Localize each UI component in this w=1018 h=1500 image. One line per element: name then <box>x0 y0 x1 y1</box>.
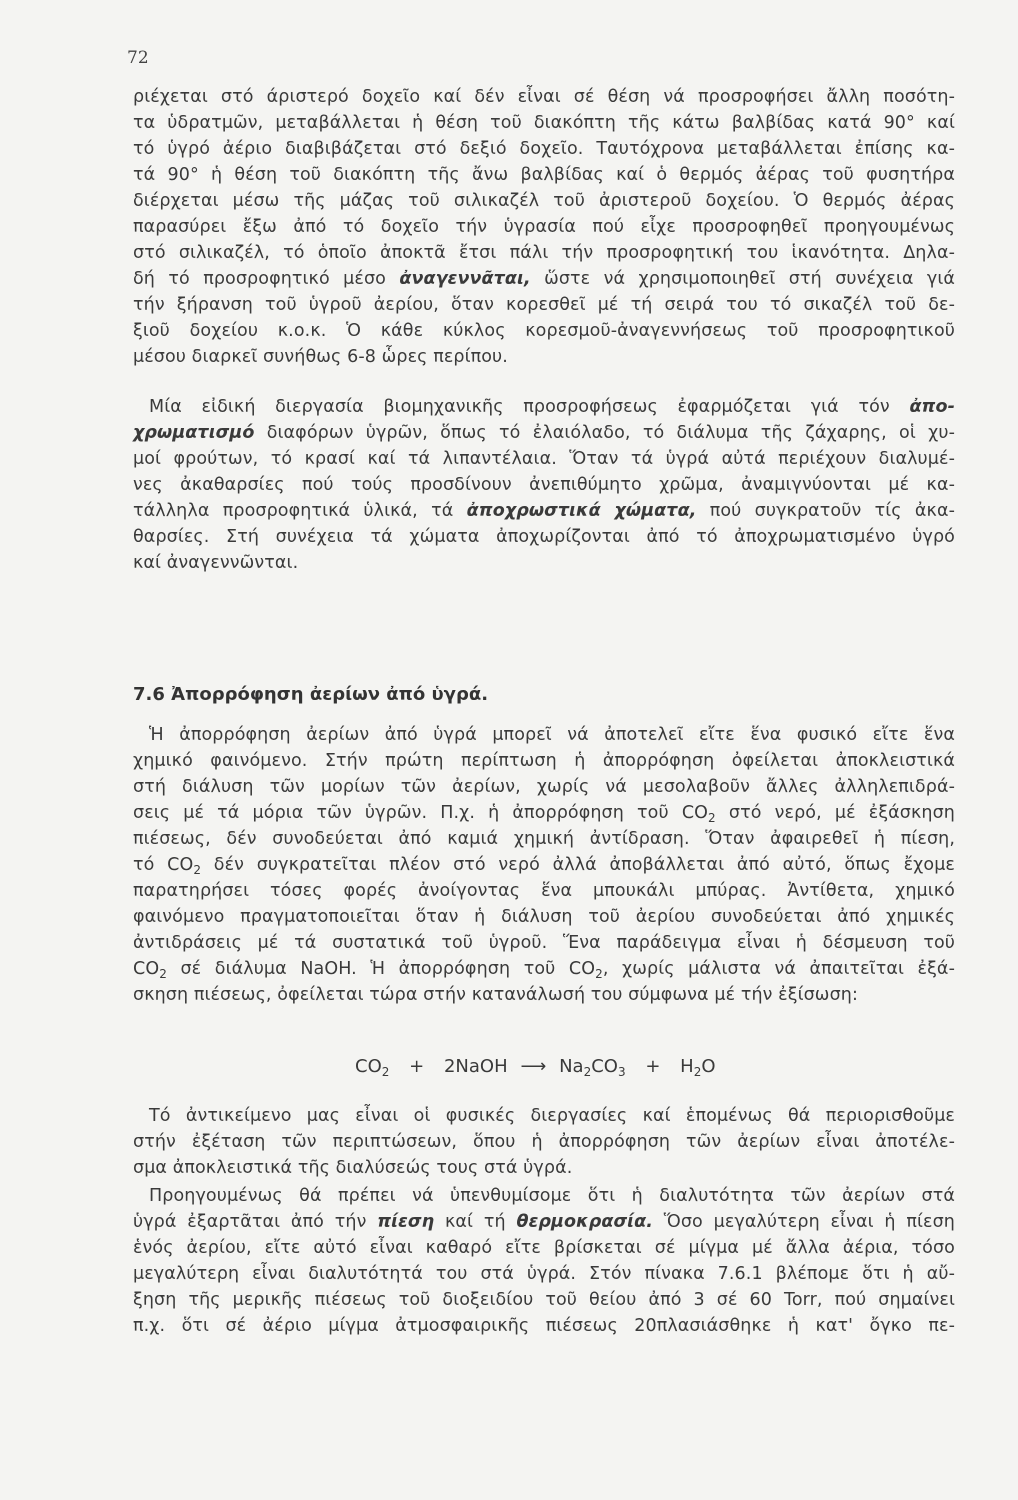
eq-term: Na <box>559 1056 584 1077</box>
text-run: σέ διάλυμα NaOH. Ἡ ἀπορρόφηση τοῦ CO <box>166 959 596 979</box>
text-run: , χωρίς μάλιστα νά ἀπαιτεῖται ἐξά- <box>602 959 955 979</box>
emphasis-term: πίεση <box>377 1212 435 1232</box>
eq-plus: + <box>645 1056 661 1077</box>
text-line: σκηση πιέσεως, ὀφείλεται τώρα στήν κατανάλωσή του σύμφωνα μέ τήν ἐξίσωση: <box>133 985 858 1005</box>
subscript: 2 <box>708 811 716 825</box>
text-line <box>133 852 955 878</box>
paragraph-2 <box>133 394 955 576</box>
text-line: χημικό φαινόμενο. Στήν πρώτη περίπτωση ἡ ἀπορρόφηση ὀφείλεται ἀποκλειστικά <box>133 751 955 771</box>
eq-term: H <box>680 1056 694 1077</box>
text-line: τα ὑδρατμῶν, μεταβάλλεται ἡ θέση τοῦ διακόπτη τῆς κάτω βαλβίδας κατά 90° καί <box>133 113 955 133</box>
text-line: στό σιλικαζέλ, τό ὁποῖο ἀποκτᾶ ἔτσι πάλι τήν προσροφητική του ἱκανότητα. Δηλα- <box>133 243 955 263</box>
reaction-arrow-icon: ⟶ <box>520 1056 547 1077</box>
emphasis-term: ἀναγεννᾶται, <box>399 269 531 289</box>
subscript: 2 <box>595 967 603 981</box>
text-run: στό νερό, μέ ἐξάσκηση <box>715 803 955 823</box>
text-run: τάλληλα προσροφητικά ὑλικά, τά <box>133 501 467 521</box>
text-line <box>133 956 955 982</box>
text-line <box>133 420 955 446</box>
text-run: Ὅσο μεγαλύτερη εἶναι ἡ πίεση <box>652 1212 955 1232</box>
eq-plus: + <box>409 1056 425 1077</box>
text-run: CO <box>133 959 160 979</box>
subscript: 2 <box>583 1065 592 1079</box>
text-run: καί τή <box>434 1212 517 1232</box>
eq-term: O <box>701 1056 716 1077</box>
text-line <box>133 498 955 524</box>
text-line: μεγαλύτερη εἶναι διαλυτότητά του στά ὑγρά. Στόν πίνακα 7.6.1 βλέπομε ὅτι ἡ αὔ- <box>133 1264 955 1284</box>
text-run: ὥστε νά χρησιμοποιηθεῖ στή συνέχεια γιά <box>530 269 955 289</box>
text-run: ὑγρά ἐξαρτᾶται ἀπό τήν <box>133 1212 378 1232</box>
text-line: π.χ. ὅτι σέ ἀέριο μίγμα ἀτμοσφαιρικῆς πιέσεως 20πλασιάσθηκε ἡ κατ' ὄγκο πε- <box>133 1316 955 1336</box>
text-line: θαρσίες. Στή συνέχεια τά χώματα ἀποχωρίζονται ἀπό τό ἀποχρωματισμένο ὑγρό <box>133 527 955 547</box>
paragraph-5 <box>133 1183 955 1339</box>
text-line <box>133 800 955 826</box>
text-line: Τό ἀντικείμενο μας εἶναι οἱ φυσικές διεργασίες καί ἑπομένως θά περιορισθοῦμε <box>149 1106 955 1126</box>
text-line: παρατηρήσει τόσες φορές ἀνοίγοντας ἕνα μπουκάλι μπύρας. Ἀντίθετα, χημικό <box>133 881 955 901</box>
paragraph-3 <box>133 722 955 1008</box>
text-line: στήν ἐξέταση τῶν περιπτώσεων, ὅπου ἡ ἀπορρόφηση τῶν ἀερίων εἶναι ἀποτέλε- <box>133 1132 955 1152</box>
text-line <box>133 266 955 292</box>
section-title: Ἀπορρόφηση ἀερίων ἀπό ὑγρά. <box>171 684 489 705</box>
text-run: σεις μέ τά μόρια τῶν ὑγρῶν. Π.χ. ἡ ἀπορρόφηση τοῦ CO <box>133 803 709 823</box>
emphasis-term: ἀποχρωστικά χώματα, <box>466 501 697 521</box>
text-line: καί ἀναγεννῶνται. <box>133 553 299 573</box>
text-run: δή τό προσροφητικό μέσο <box>133 269 400 289</box>
subscript: 3 <box>617 1065 626 1079</box>
text-line: ἀντιδράσεις μέ τά συστατικά τοῦ ὑγροῦ. Ἕνα παράδειγμα εἶναι ἡ δέσμευση τοῦ <box>133 933 955 953</box>
text-line: φαινόμενο πραγματοποιεῖται ὅταν ἡ διάλυση τοῦ ἀερίου συνοδεύεται ἀπό χημικές <box>133 907 955 927</box>
text-run: πού συγκρατοῦν τίς ἀκα- <box>696 501 955 521</box>
text-run: Μία εἰδική διεργασία βιομηχανικῆς προσροφήσεως ἐφαρμόζεται γιά τόν <box>149 397 910 417</box>
page-number: 72 <box>127 48 149 68</box>
text-line: τό ὑγρό ἀέριο διαβιβάζεται στό δεξιό δοχεῖο. Ταυτόχρονα μεταβάλλεται ἐπίσης κα- <box>133 139 955 159</box>
text-line: μέσου διαρκεῖ συνήθως 6-8 ὧρες περίπου. <box>133 347 508 367</box>
paragraph-1 <box>133 84 955 370</box>
eq-term: CO <box>591 1056 618 1077</box>
text-line <box>133 1209 955 1235</box>
text-line: νες ἀκαθαρσίες πού τούς προσδίνουν ἀνεπιθύμητο χρῶμα, ἀναμιγνύονται μέ κα- <box>133 475 955 495</box>
subscript: 2 <box>693 1065 702 1079</box>
text-line: ἑνός ἀερίου, εἴτε αὐτό εἶναι καθαρό εἴτε βρίσκεται σέ μίγμα μέ ἄλλα ἀέρια, τόσο <box>133 1238 955 1258</box>
section-number: 7.6 <box>133 684 165 705</box>
text-line: τά 90° ἡ θέση τοῦ διακόπτη τῆς ἄνω βαλβίδας καί ὁ θερμός ἀέρας τοῦ φυσητήρα <box>133 165 955 185</box>
section-heading <box>133 684 488 705</box>
text-line: σμα ἀποκλειστικά τῆς διαλύσεώς τους στά ὑγρά. <box>133 1158 573 1178</box>
text-line: Προηγουμένως θά πρέπει νά ὑπενθυμίσομε ὅτι ἡ διαλυτότητα τῶν ἀερίων στά <box>149 1186 955 1206</box>
text-run: τό CO <box>133 855 194 875</box>
text-line: διέρχεται μέσω τῆς μάζας τοῦ σιλικαζέλ τοῦ ἀριστεροῦ δοχείου. Ὁ θερμός ἀέρας <box>133 191 955 211</box>
eq-term: 2NaOH <box>443 1056 508 1077</box>
subscript: 2 <box>159 967 167 981</box>
text-line: τήν ξήρανση τοῦ ὑγροῦ ἀερίου, ὅταν κορεσθεῖ μέ τή σειρά του τό σικαζέλ τοῦ δε- <box>133 295 955 315</box>
eq-term: CO <box>355 1056 382 1077</box>
subscript: 2 <box>381 1065 390 1079</box>
text-line: ξηση τῆς μερικῆς πιέσεως τοῦ διοξειδίου τοῦ θείου ἀπό 3 σέ 60 Torr, πού σημαίνει <box>133 1290 955 1310</box>
text-run: δέν συγκρατεῖται πλέον στό νερό ἀλλά ἀποβάλλεται ἀπό αὐτό, ὅπως ἔχομε <box>201 855 955 875</box>
subscript: 2 <box>193 863 202 877</box>
text-line: Ἡ ἀπορρόφηση ἀερίων ἀπό ὑγρά μπορεῖ νά ἀποτελεῖ εἴτε ἕνα φυσικό εἴτε ἕνα <box>149 725 955 745</box>
text-line: παρασύρει ἔξω ἀπό τό δοχεῖο τήν ὑγρασία πού εἶχε προσροφηθεῖ προηγουμένως <box>133 217 955 237</box>
text-run: διαφόρων ὑγρῶν, ὅπως τό ἐλαιόλαδο, τό διάλυμα τῆς ζάχαρης, οἱ χυ- <box>254 423 955 443</box>
text-line: μοί φρούτων, τό κρασί καί τά λιπαντέλαια. Ὅταν τά ὑγρά αὐτά περιέχουν διαλυμέ- <box>133 449 955 469</box>
paragraph-4 <box>133 1103 955 1181</box>
emphasis-term: ἀπο- <box>909 397 955 417</box>
chemical-equation <box>355 1056 716 1077</box>
emphasis-term: θερμοκρασία. <box>516 1212 653 1232</box>
emphasis-term: χρωματισμό <box>133 423 255 443</box>
text-line <box>133 394 955 420</box>
text-line: ριέχεται στό άριστερό δοχεῖο καί δέν εἶναι σέ θέση νά προσροφήσει ἄλλη ποσότη- <box>133 87 955 107</box>
text-line: ξιοῦ δοχείου κ.ο.κ. Ὁ κάθε κύκλος κορεσμοῦ-ἀναγεννήσεως τοῦ προσροφητικοῦ <box>133 321 955 341</box>
text-line: πιέσεως, δέν συνοδεύεται ἀπό καμιά χημική ἀντίδραση. Ὅταν ἀφαιρεθεῖ ἡ πίεση, <box>133 829 955 849</box>
text-line: στή διάλυση τῶν μορίων τῶν ἀερίων, χωρίς νά μεσολαβοῦν ἄλλες ἀλληλεπιδρά- <box>133 777 955 797</box>
